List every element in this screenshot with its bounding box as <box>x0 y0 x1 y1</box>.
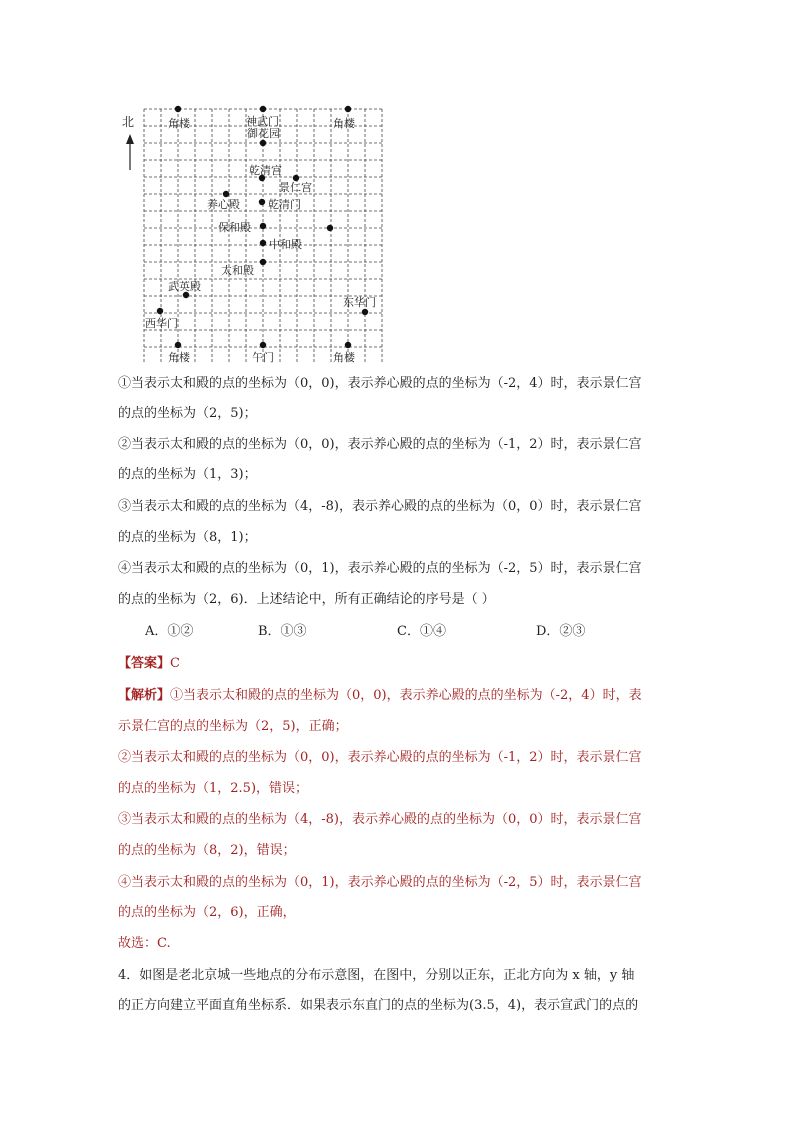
label-qianqinggong: 乾清宫 <box>249 164 282 177</box>
point-xihuamen <box>157 308 163 314</box>
statement-4-line-2: 的点的坐标为（2，6)．上述结论中，所有正确结论的序号是（ ） <box>118 592 495 607</box>
option-c: C．①④ <box>397 624 446 639</box>
answer-value: C <box>170 656 180 671</box>
label-yangxindian: 养心殿 <box>207 198 240 211</box>
label-jiaolou-se: 角楼 <box>333 351 355 364</box>
analysis-line-8: 的点的坐标为（2，6)，正确， <box>118 905 296 920</box>
answer-label: 【答案】 <box>118 656 171 671</box>
answer-line <box>118 656 180 672</box>
statement-1-line-2: 的点的坐标为（2，5)； <box>118 406 257 421</box>
statement-2-line-1: ②当表示太和殿的点的坐标为（0，0)，表示养心殿的点的坐标为（-1，2）时，表示景仁宫 <box>118 437 642 452</box>
label-taihedian: 太和殿 <box>221 264 254 277</box>
point-taihedian <box>260 259 266 265</box>
label-wuyingdian: 武英殿 <box>168 280 201 293</box>
analysis-conclusion: 故选：C. <box>118 936 171 951</box>
statement-1-line-1: ①当表示太和殿的点的坐标为（0，0)，表示养心殿的点的坐标为（-2，4）时，表示景仁宫 <box>118 376 642 391</box>
label-qianqingmen: 乾清门 <box>268 198 301 211</box>
option-d: D．②③ <box>536 624 586 639</box>
analysis-line-3: ②当表示太和殿的点的坐标为（0，0)，表示养心殿的点的坐标为（-1，2）时，表示景仁宫 <box>118 750 642 765</box>
north-arrow-icon <box>126 134 134 170</box>
statement-3-line-1: ③当表示太和殿的点的坐标为（4，-8)，表示养心殿的点的坐标为（0，0）时，表示景仁宫 <box>118 499 642 514</box>
analysis-line-1 <box>118 688 642 704</box>
question-4-line-2: 的正方向建立平面直角坐标系．如果表示东直门的点的坐标为(3.5，4)，表示宣武门的点的 <box>118 998 639 1013</box>
label-jiaolou-nw: 角楼 <box>168 117 190 130</box>
label-jiaolou-ne: 角楼 <box>333 117 355 130</box>
point-wumen <box>260 342 266 348</box>
analysis-line-2: 示景仁宫的点的坐标为（2，5)，正确； <box>118 719 348 734</box>
question-4-line-1: 4．如图是老北京城一些地点的分布示意图，在图中，分别以正东，正北方向为 x 轴，y 轴 <box>118 968 635 983</box>
label-shenwumen: 神武门 <box>246 115 279 128</box>
point-jiaolou-se <box>345 342 351 348</box>
point-baohedian <box>260 223 266 229</box>
dashed-grid <box>144 109 382 362</box>
analysis-line-7: ④当表示太和殿的点的坐标为（0，1)，表示养心殿的点的坐标为（-2，5）时，表示景仁宫 <box>118 875 642 890</box>
label-baohedian: 保和殿 <box>218 221 251 234</box>
point-donghuamen <box>362 309 368 315</box>
option-a: A．①② <box>145 624 194 639</box>
point-qianqingmen <box>259 199 265 205</box>
point-yuhuayuan <box>260 140 266 146</box>
analysis-line-5: ③当表示太和殿的点的坐标为（4，-8)，表示养心殿的点的坐标为（0，0）时，表示景仁宫 <box>118 812 642 827</box>
statement-2-line-2: 的点的坐标为（1，3)； <box>118 467 257 482</box>
point-jiaolou-nw <box>175 106 181 112</box>
option-b: B．①③ <box>258 624 307 639</box>
label-jiaolou-sw: 角楼 <box>168 351 190 364</box>
analysis-label: 【解析】 <box>118 688 171 703</box>
label-yuhuayuan: 御花园 <box>247 127 280 140</box>
point-jiaolou-ne <box>345 106 351 112</box>
label-xihuamen: 西华门 <box>145 317 178 330</box>
label-wumen: 午门 <box>252 351 274 364</box>
point-zhonghedian <box>260 240 266 246</box>
analysis-text-1: ①当表示太和殿的点的坐标为（0，0)，表示养心殿的点的坐标为（-2，4）时，表 <box>170 688 642 703</box>
north-label: 北 <box>122 115 135 129</box>
label-donghuamen: 东华门 <box>343 296 376 309</box>
point-shenwumen <box>260 106 266 112</box>
analysis-line-6: 的点的坐标为（8，2)，错误； <box>118 843 296 858</box>
statement-4-line-1: ④当表示太和殿的点的坐标为（0，1)，表示养心殿的点的坐标为（-2，5）时，表示景仁宫 <box>118 561 642 576</box>
label-zhonghedian: 中和殿 <box>269 238 302 251</box>
point-unlabeled-east <box>327 225 333 231</box>
point-jiaolou-sw <box>175 342 181 348</box>
label-jingrengong: 景仁宫 <box>279 181 312 194</box>
statement-3-line-2: 的点的坐标为（8，1)； <box>118 530 257 545</box>
analysis-line-4: 的点的坐标为（1，2.5)，错误； <box>118 781 309 796</box>
point-yangxindian <box>223 191 229 197</box>
palace-grid-map <box>118 98 388 366</box>
